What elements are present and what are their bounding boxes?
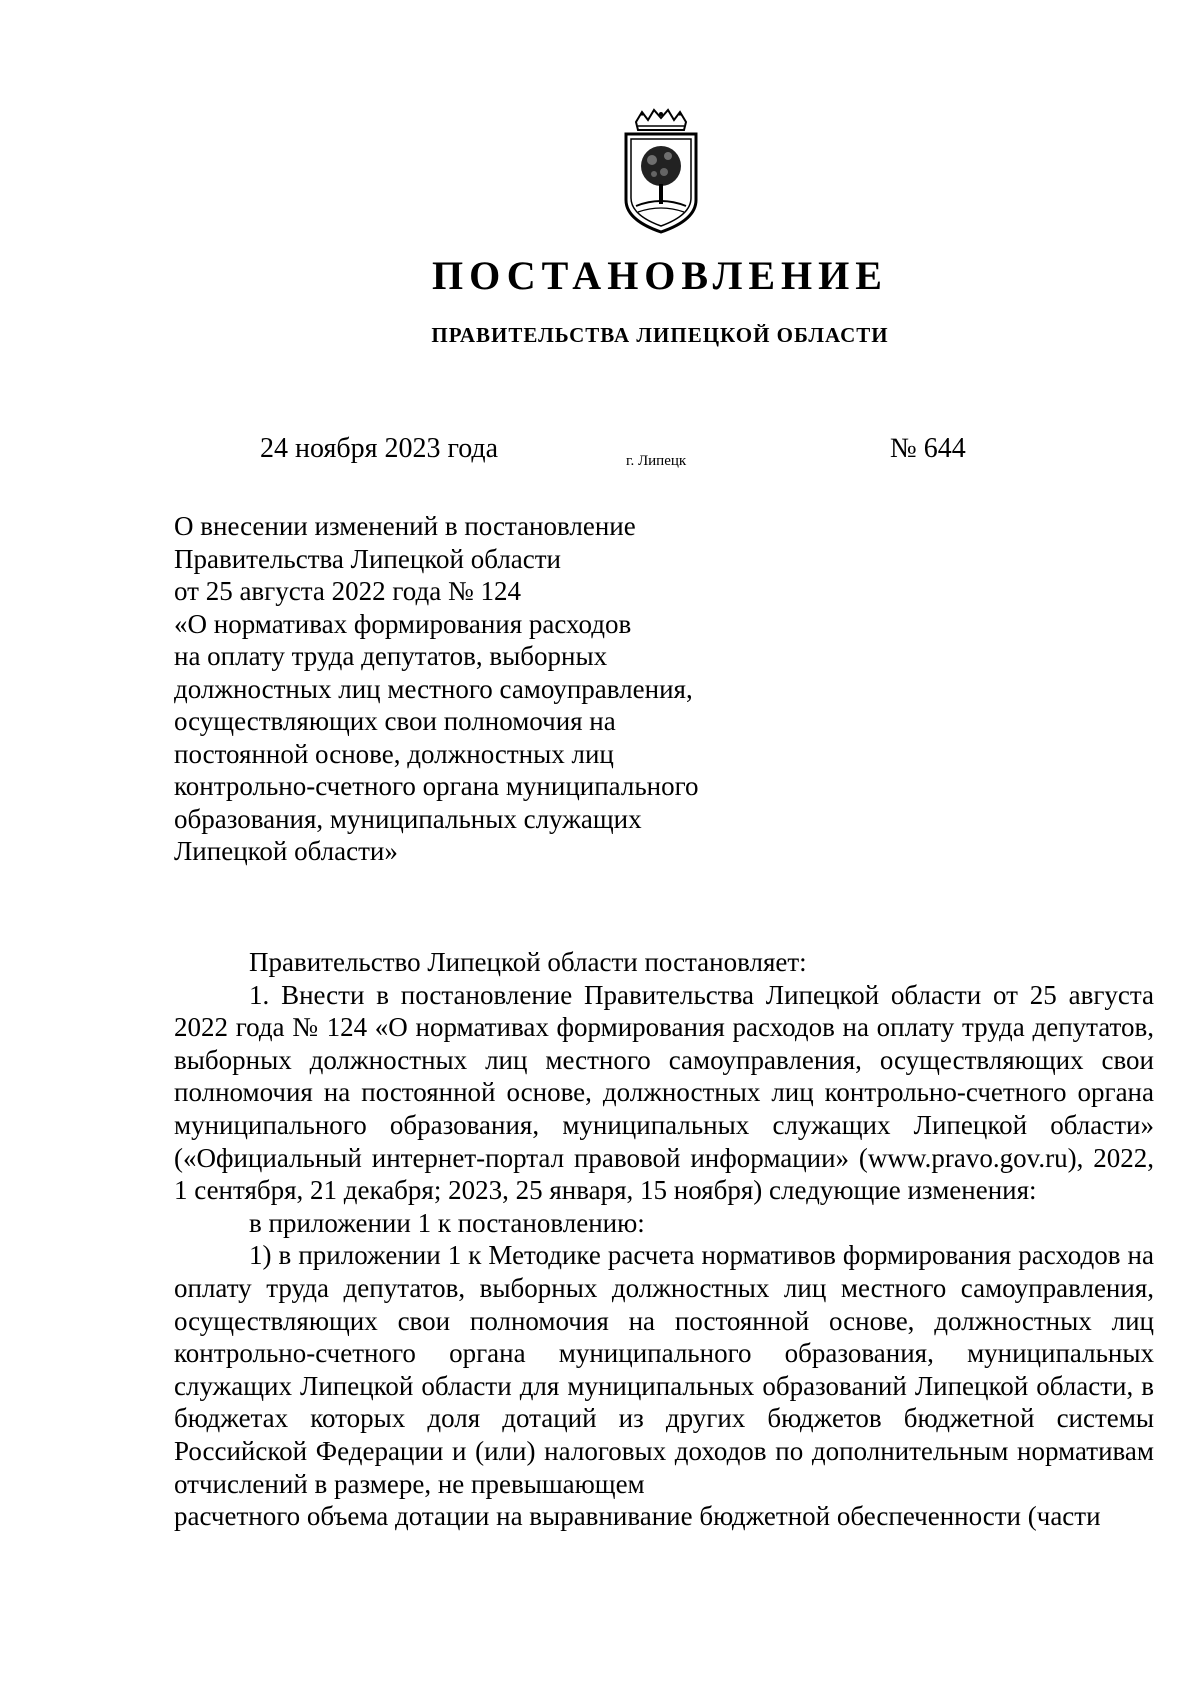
document-city: г. Липецк (626, 453, 687, 469)
subject-line: Правительства Липецкой области (174, 543, 562, 574)
body-intro: Правительство Липецкой области постановляет: (249, 947, 807, 977)
coat-of-arms-icon (616, 108, 706, 236)
subject-line: осуществляющих свои полномочия на (174, 706, 616, 736)
body-item-1-1: 1) в приложении 1 к Методике расчета нормативов формирования расходов на оплату труда депутатов, выборных должностных лиц местного самоуправления, осуществляющих свои полномочия на постоянной основе, должностных лиц контрольно-счетного органа муниципального образования, муниципальных служащих Липецкой области для муниципальных образований Липецкой области, в бюджетах которых доля дотаций из других бюджетов бюджетной системы Российской Федерации и (или) налоговых доходов по дополнительным нормативам отчислений в размере, не превышающем (174, 1240, 1154, 1499)
subject-line: «О нормативах формирования расходов (174, 608, 632, 639)
document-number: № 644 (890, 433, 966, 464)
subject-line: О внесении изменений в постановление (174, 511, 636, 541)
subject-line: на оплату труда депутатов, выборных (174, 641, 608, 671)
document-issuer: ПРАВИТЕЛЬСТВА ЛИПЕЦКОЙ ОБЛАСТИ (431, 323, 889, 347)
subject-line: постоянной основе, должностных лиц (174, 738, 614, 769)
body-item-1: 1. Внести в постановление Правительства Липецкой области от 25 августа 2022 года № 124 «О нормативах формирования расходов на оплату труда депутатов, выборных должностных лиц местного самоуправления, осуществляющих свои полномочия на постоянной основе, должностных лиц контрольно-счетного органа муниципального образования, муниципальных служащих Липецкой области» («Официальный интернет-портал правовой информации» (www.pravo.gov.ru), 2022, 1 сентября, 21 декабря; 2023, 25 января, 15 ноября) следующие изменения: (174, 979, 1154, 1206)
subject-line: Липецкой области» (174, 836, 398, 866)
body-item-1-sub: в приложении 1 к постановлению: (249, 1207, 645, 1238)
body-item-1-1-continued: расчетного объема дотации на выравнивание бюджетной обеспеченности (части (174, 1501, 1101, 1532)
document-body (174, 946, 1154, 1533)
document-title: ПОСТАНОВЛЕНИЕ (432, 253, 888, 298)
document-date: 24 ноября 2023 года (260, 433, 499, 464)
subject-line: образования, муниципальных служащих (174, 803, 642, 834)
subject-line: должностных лиц местного самоуправления, (174, 673, 693, 704)
subject-line: от 25 августа 2022 года № 124 (174, 576, 521, 606)
subject-line: контрольно-счетного органа муниципального (174, 771, 699, 801)
document-subject (174, 510, 774, 868)
